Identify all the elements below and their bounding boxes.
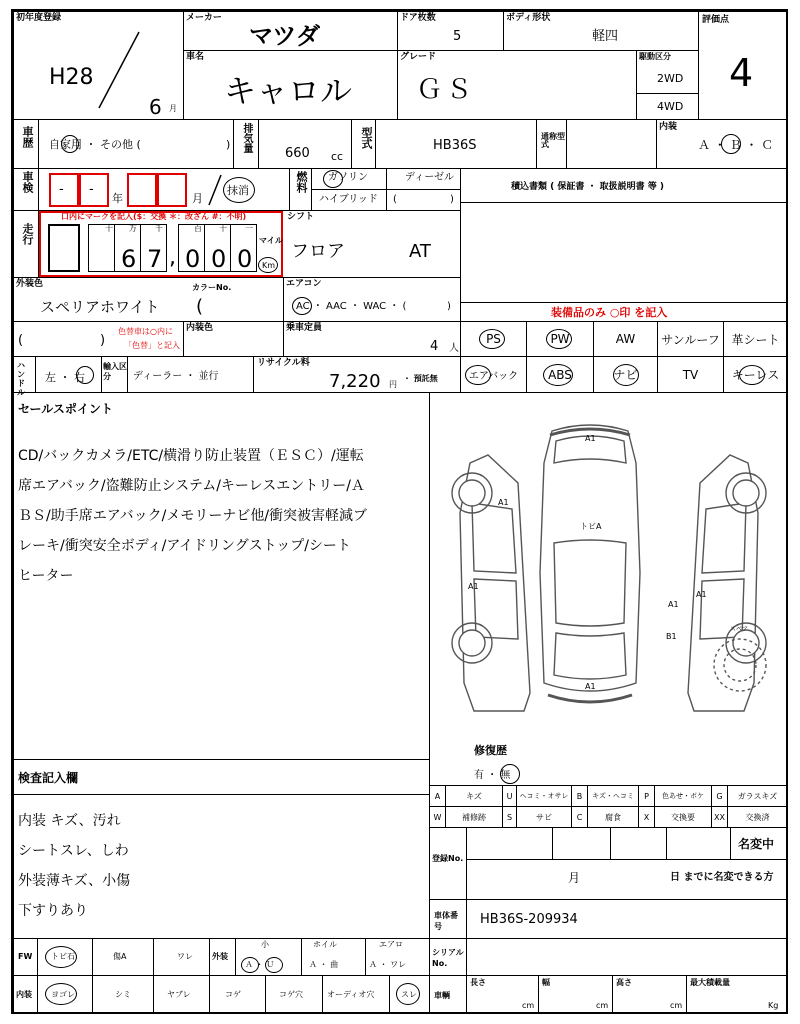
equip-sunroof: サンルーフ: [657, 321, 724, 357]
equip-aw: AW: [593, 321, 658, 357]
fuel-label: 燃料: [295, 171, 308, 193]
fuel-gasoline: ガソリン: [328, 172, 368, 183]
equip-pw: PW: [526, 321, 594, 357]
name-change-deadline: 日 までに名変できる方: [670, 872, 774, 883]
model-label: 型式: [360, 127, 373, 149]
dims-label: 車輌: [434, 991, 450, 1000]
sales-points-label: セールスポイント: [18, 402, 113, 416]
chassis-label: 車体番号: [434, 911, 458, 931]
import-value: ディーラー ・ 並行: [133, 371, 219, 382]
equip-navi-circle: [613, 364, 639, 386]
first-reg-month: 6: [149, 95, 162, 119]
equip-navi: ナビ: [593, 356, 658, 393]
int-item-6: スレ: [401, 990, 417, 999]
width-label: 幅: [542, 978, 550, 987]
body-label: ボディ形状: [506, 13, 551, 23]
int-item-1: シミ: [115, 990, 131, 999]
score-value: 4: [729, 51, 754, 95]
handle-value: 左 ・ 右: [45, 371, 85, 384]
body-value: 軽四: [592, 29, 619, 44]
handle-label: ハンドル: [17, 361, 25, 397]
recycle-value: 7,220: [329, 371, 381, 392]
mark-left-side: A1: [468, 582, 479, 591]
mileage-digit-4: 0: [211, 245, 227, 273]
equip-pw-circle: [546, 329, 572, 349]
ext-u-circle: [265, 957, 283, 973]
handle-right-circle: [76, 366, 94, 384]
interior-grades: Ａ ・ Ｂ ・ Ｃ: [698, 138, 774, 152]
first-reg-year: H28: [49, 65, 94, 90]
capacity-value: 4: [430, 339, 439, 354]
ext-wheel: Ａ ・ 曲: [309, 960, 339, 969]
interior-color-label: 内装色: [186, 323, 214, 333]
ext-label: 外装: [212, 952, 228, 961]
cc-unit: cc: [331, 150, 344, 163]
drive-4wd: 4WD: [657, 100, 684, 113]
color-change-box: ( ) 色替車は○内に 「色替」と記入: [13, 321, 184, 357]
interior-label: 内装: [659, 122, 678, 132]
doors-value: 5: [453, 29, 462, 44]
import-label: 輸入区分: [103, 362, 127, 381]
mileage-digit-2: 7: [147, 245, 163, 273]
serial-box: [429, 938, 788, 976]
fw-tobiishi-circle: [45, 946, 77, 968]
chassis-value: HB36S-209934: [480, 912, 578, 927]
shift-value: フロア: [291, 241, 345, 262]
capacity-box: 乗車定員 4 人: [283, 321, 461, 357]
repair-label: 修復歴: [474, 744, 507, 757]
equip-leather: 革シート: [723, 321, 788, 357]
drive-label: 駆動区分: [639, 52, 671, 61]
first-registration-box: [13, 11, 184, 120]
load-label: 最大積載量: [690, 978, 730, 987]
mileage-km: Km: [262, 261, 276, 270]
int-sure-circle: [396, 983, 420, 1005]
registration-label: 登録No.: [432, 854, 464, 863]
equip-airbag-circle: [465, 365, 491, 385]
mileage-digit-3: 0: [185, 245, 201, 273]
drive-box: [636, 50, 699, 120]
grade-label: グレード: [400, 52, 437, 62]
interior-b-circle: [721, 134, 741, 154]
gasoline-circle: [323, 170, 343, 188]
int-yogore-circle: [45, 983, 77, 1005]
equip-abs-circle: [543, 364, 573, 386]
int-item-0: ヨゴレ: [51, 990, 75, 999]
car-diagram-box: [429, 392, 788, 786]
ext-aero: Ａ ・ ワレ: [369, 960, 407, 969]
maker-box: [183, 11, 398, 51]
mark-rear: A1: [585, 682, 596, 691]
registration-box: 登録No. 名変中 月 日 までに名変できる方: [429, 827, 788, 900]
grade-box: [397, 50, 637, 120]
car-name-value: キャロル: [224, 72, 353, 110]
recycle-deposit: ・ 預託無: [403, 374, 438, 383]
included-items-box: [460, 168, 788, 303]
equip-airbag: エアバック: [460, 356, 527, 393]
equip-tv: TV: [657, 356, 724, 393]
equip-ps: PS: [460, 321, 527, 357]
month-unit: 月: [169, 104, 177, 113]
aircon-box: エアコン AC ・ AAC ・ WAC ・ ( ): [283, 277, 461, 322]
equipment-title-box: [460, 302, 788, 322]
int-label: 内装: [16, 990, 32, 999]
shift-label: シフト: [287, 212, 315, 222]
displacement-label: 排気量: [241, 123, 252, 153]
exterior-color-label: 外装色: [16, 279, 44, 289]
int-item-5: オーディオ穴: [327, 990, 375, 999]
mark-right-door: A1: [668, 600, 679, 609]
included-items-label: 積込書類 ( 保証書 ・ 取扱説明書 等 ): [511, 182, 665, 192]
mark-right-rear: B1: [666, 632, 677, 641]
fuel-hybrid: ハイブリッド: [319, 194, 378, 205]
doors-box: [397, 11, 504, 51]
exterior-color-value: スペリアホワイト: [40, 298, 160, 316]
common-model-label: 通称型式: [541, 132, 565, 149]
score-label: 評価点: [702, 15, 730, 25]
slash-mark: [94, 30, 144, 110]
mileage-digit-box-0: [48, 224, 80, 272]
color-note-2: 「色替」と記入: [124, 341, 180, 350]
mark-front: A1: [585, 434, 596, 443]
model-value: HB36S: [433, 138, 477, 153]
history-label: 車歴: [21, 126, 34, 148]
int-item-4: コゲ穴: [279, 990, 303, 999]
history-circle: [61, 135, 79, 153]
fw-label: FW: [18, 952, 33, 961]
shift-type: AT: [409, 241, 431, 262]
auction-sheet: 初年度登録 H28 6 月 メーカー マツダ ドア枚数 5 ボディ形状 軽四 評価点 4 車名 キャロル グレード ＧＳ 駆動区分 2WD 4WD 車歴 自家用 ・ その他 ( ) 排気量 660 cc 型式 HB36S 通称型式 内装 Ａ ・ Ｂ ・ Ｃ 車検 - - 年 月 抹消 燃料 ガソリン ディーゼル ハイブリッド ( ) 積込書類 ( 保証書 ・ 取扱説明書 等 ) 走行 口内にマークを記入($：交換 ＊：改ざん #：不明) 十 万 千 百 十 一 6 7 , 0 0 0 マイル Km シフト フロア AT 外装色 スペリアホワイト カラーNo. ( エアコン AC ・ AAC ・ WAC ・ ( ) 装備品のみ ○印 を記入 ( ) 色替車は○内に 「色替」と記入 内装色 乗車定員 4 人 PS PW AW サンルーフ 革シート ハンドル 左 ・ 右 輸入区分 ディーラー ・ 並行 リサイクル料 7,220 円 ・ 預託無 エアバック ABS ナビ TV キーレス セールスポイント CD/バックカメラ/ETC/横滑り防止装置（ＥＳＣ）/運転 席エアバック/盗難防止システム/キーレスエントリー/Ａ ＢＳ/助手席エアバック/メモリーナビ他/衝突被害軽減ブ レーキ/衝突安全ボディ/アイドリングストップ/シート ヒーター A1 A1 トビA A1 A1 A1 B1 A1 スペア 修復歴 有 ・ 無 検査記入欄 内装 キズ、汚れ シートスレ、しわ 外装薄キズ、小傷 下すりあり A キズ U ヘコミ・オサレ B キズ・ヘコミ P 色あせ・ボケ G ガラスキズ W 補修跡 S サビ C 腐食 X 交換要 XX 交換済 登録No. 名変中 月 日 までに名変できる方 車体番号 HB36S-209934 FW トビ石 傷A ワレ 外装 小 Ａ ・ Ｕ ホイル Ａ ・ 曲 エアロ Ａ ・ ワレ シリアルNo. 内装 ヨゴレ シミ ヤブレ コゲ コゲ穴 オーディオ穴 スレ 車輌 長さ cm 幅 cm 高さ cm 最大積載量 Kg: [11, 9, 788, 1014]
capacity-label: 乗車定員: [286, 323, 323, 333]
repair-none-circle: [500, 764, 520, 784]
grade-value: ＧＳ: [416, 75, 477, 105]
color-note-1: 色替車は○内に: [118, 327, 173, 336]
aircon-value: AC ・ AAC ・ WAC ・ (: [296, 301, 407, 312]
fw-item-2: ワレ: [177, 952, 193, 961]
maker-label: メーカー: [186, 13, 222, 23]
aircon-label: エアコン: [286, 279, 322, 289]
sales-points-box: [13, 392, 430, 760]
ext-a-circle: [241, 957, 259, 973]
equip-keyless: キーレス: [723, 356, 788, 393]
dimensions-box: 車輌 長さ cm 幅 cm 高さ cm 最大積載量 Kg: [429, 975, 788, 1014]
color-no-label: カラーNo.: [192, 283, 232, 292]
equipment-title: 装備品のみ ○印 を記入: [551, 306, 668, 319]
mileage-note: 口内にマークを記入($：交換 ＊：改ざん #：不明): [61, 212, 247, 221]
km-circle: [258, 257, 278, 273]
repair-value: 有 ・ 無: [474, 770, 511, 781]
fw-item-0: トビ石: [51, 952, 75, 961]
mileage-label: 走行: [21, 223, 34, 245]
car-name-label: 車名: [186, 52, 205, 62]
mark-roof: トビA: [580, 522, 602, 531]
ext-small: Ａ ・ Ｕ: [245, 960, 275, 969]
history-value: 自家用 ・ その他 (: [49, 138, 141, 151]
fw-item-1: 傷A: [113, 952, 127, 961]
maker-value: マツダ: [249, 22, 321, 50]
equip-abs: ABS: [526, 356, 594, 393]
name-change-label: 名変中: [738, 837, 775, 851]
drive-2wd: 2WD: [657, 72, 684, 85]
equip-keyless-circle: [739, 365, 765, 385]
first-reg-label: 初年度登録: [16, 13, 62, 23]
doors-label: ドア枚数: [400, 13, 436, 23]
chassis-box: [429, 899, 788, 939]
sales-points-text: CD/バックカメラ/ETC/横滑り防止装置（ＥＳＣ）/運転 席エアバック/盗難防止システム/キーレスエントリー/Ａ ＢＳ/助手席エアバック/メモリーナビ他/衝突被害軽減ブ レーキ/衝突安全ボディ/アイドリングストップ/シート ヒーター: [18, 448, 368, 584]
int-item-3: コゲ: [225, 990, 241, 999]
serial-label: シリアルNo.: [432, 948, 464, 968]
inspection-none: 抹消: [227, 184, 249, 197]
body-box: [503, 11, 699, 51]
displacement-value: 660: [285, 146, 310, 161]
mileage-mile: マイル: [259, 236, 283, 245]
car-diagram: [430, 393, 787, 785]
inspection-notes-text: 内装 キズ、汚れ シートスレ、しわ 外装薄キズ、小傷 下すりあり: [18, 813, 131, 919]
spare-label: スペア: [730, 626, 749, 633]
mileage-digit-5: 0: [237, 245, 253, 273]
inspection-label: 車検: [21, 171, 34, 193]
fuel-diesel: ディーゼル: [405, 172, 454, 183]
ac-circle: [292, 297, 312, 315]
none-circle: [223, 177, 255, 203]
exterior-color-box: 外装色 スペリアホワイト カラーNo. (: [13, 277, 284, 322]
mileage-digit-1: 6: [121, 245, 137, 273]
interior-color-box: [183, 321, 284, 357]
car-name-box: [183, 50, 398, 120]
length-label: 長さ: [470, 978, 486, 987]
int-item-2: ヤブレ: [167, 990, 191, 999]
equip-ps-circle: [479, 329, 505, 349]
mark-left-front: A1: [498, 498, 509, 507]
mark-right-side: A1: [696, 590, 707, 599]
inspection-notes-label: 検査記入欄: [18, 771, 79, 785]
height-label: 高さ: [616, 978, 632, 987]
recycle-label: リサイクル料: [257, 358, 310, 368]
inspection-notes-box: [13, 759, 430, 939]
score-box: [698, 11, 788, 120]
